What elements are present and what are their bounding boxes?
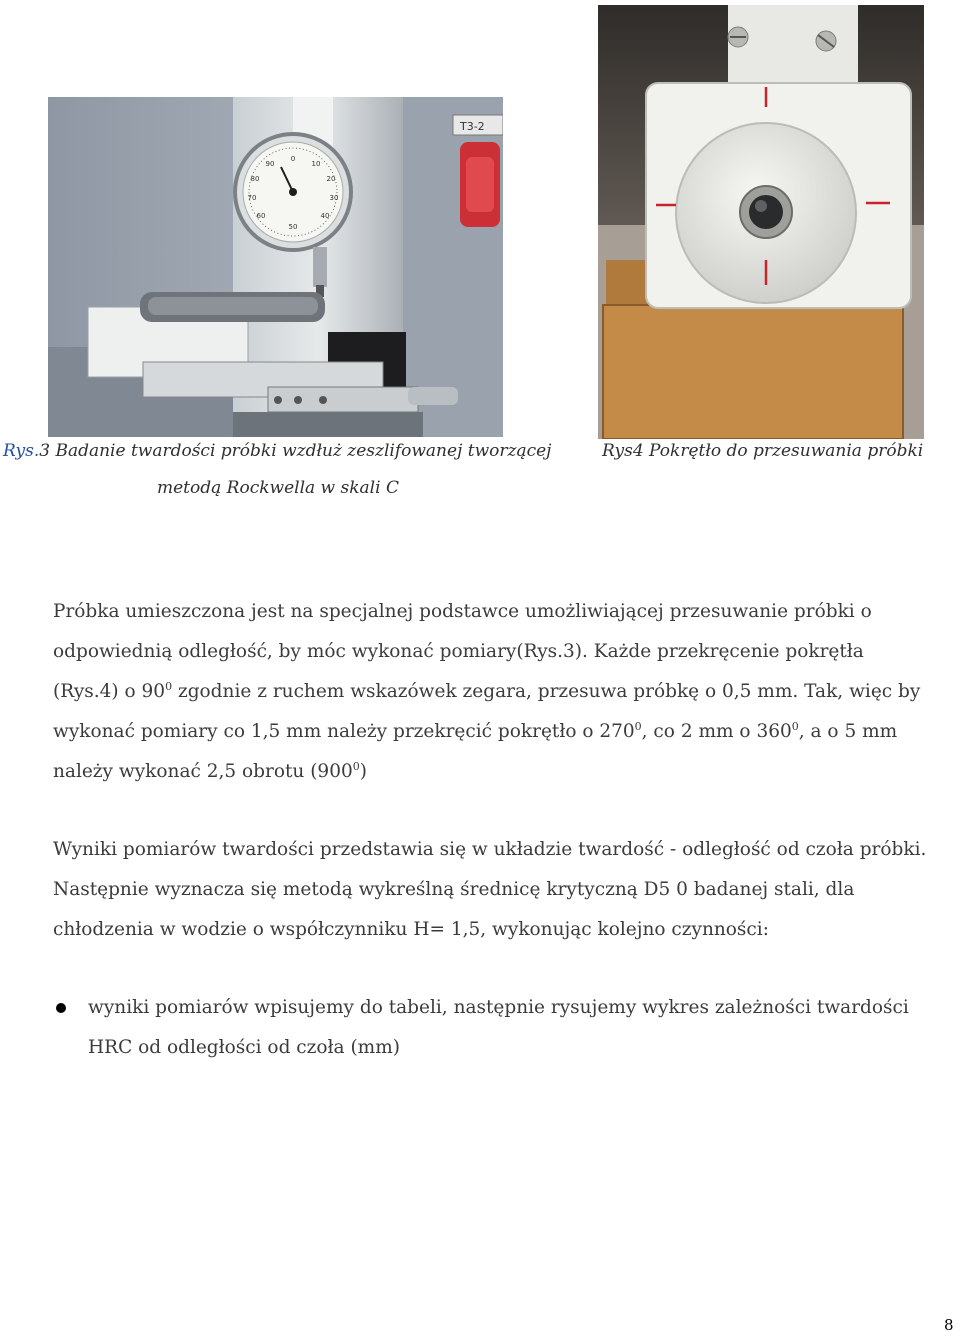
dial-number: 10: [311, 160, 321, 168]
dial-number: 80: [250, 175, 260, 183]
text-line: wyniki pomiarów wpisujemy do tabeli, następnie rysujemy wykres zależności twardości: [88, 997, 909, 1018]
sample-knob-photo: [598, 5, 924, 439]
page-number: 8: [944, 1316, 954, 1334]
paragraph-results-method: [53, 830, 933, 950]
figure-3-caption-line1: 3 Badanie twardości próbki wzdłuż zeszlifowanej tworzącej: [39, 441, 552, 461]
figure-3-caption-prefix: Rys.: [3, 441, 40, 461]
dial-number: 60: [256, 212, 266, 220]
text-line: Próbka umieszczona jest na specjalnej podstawce umożliwiającej przesuwanie próbki o: [53, 601, 872, 622]
paragraph-sample-positioning: [53, 592, 933, 792]
dial-number: 0: [290, 155, 296, 163]
dial-number: 20: [326, 175, 336, 183]
dial-number: 50: [288, 223, 298, 231]
text-line: Wyniki pomiarów twardości przedstawia się w układzie twardość - odległość od czoła próbki.: [53, 839, 927, 860]
figure-3-caption-line2: metodą Rockwella w skali C: [157, 478, 399, 498]
text-line: wykonać pomiary co 1,5 mm należy przekręcić pokrętło o $270^0$, co 2 mm o $360^0$, a o 5 mm: [53, 720, 898, 742]
text-line: (Rys.4) o $90^0$ zgodnie z ruchem wskazówek zegara, przesuwa próbkę o 0,5 mm. Tak, więc by: [53, 680, 921, 702]
list-item: [88, 988, 948, 1068]
dial-number: 70: [247, 194, 257, 202]
figure-4-caption: Rys4 Pokrętło do przesuwania próbki: [602, 441, 924, 461]
dial-number: 90: [265, 160, 275, 168]
text-line: odpowiednią odległość, by móc wykonać pomiary(Rys.3). Każde przekręcenie pokrętła: [53, 641, 864, 662]
text-line: chłodzenia w wodzie o współczynniku H= 1,5, wykonując kolejno czynności:: [53, 919, 769, 940]
text-line: należy wykonać 2,5 obrotu $(900^0)$: [53, 760, 367, 782]
rockwell-tester-photo: [48, 97, 503, 437]
dial-number: 30: [329, 194, 339, 202]
figure-3-caption: [3, 433, 551, 469]
text-line: Następnie wyznacza się metodą wykreślną średnicę krytyczną D5 0 badanej stali, dla: [53, 879, 855, 900]
bullet-icon: [56, 1003, 66, 1013]
text-line: HRC od odległości od czoła (mm): [88, 1037, 400, 1058]
dial-number: 40: [320, 212, 330, 220]
label-plate-text: T3-2: [460, 120, 485, 133]
